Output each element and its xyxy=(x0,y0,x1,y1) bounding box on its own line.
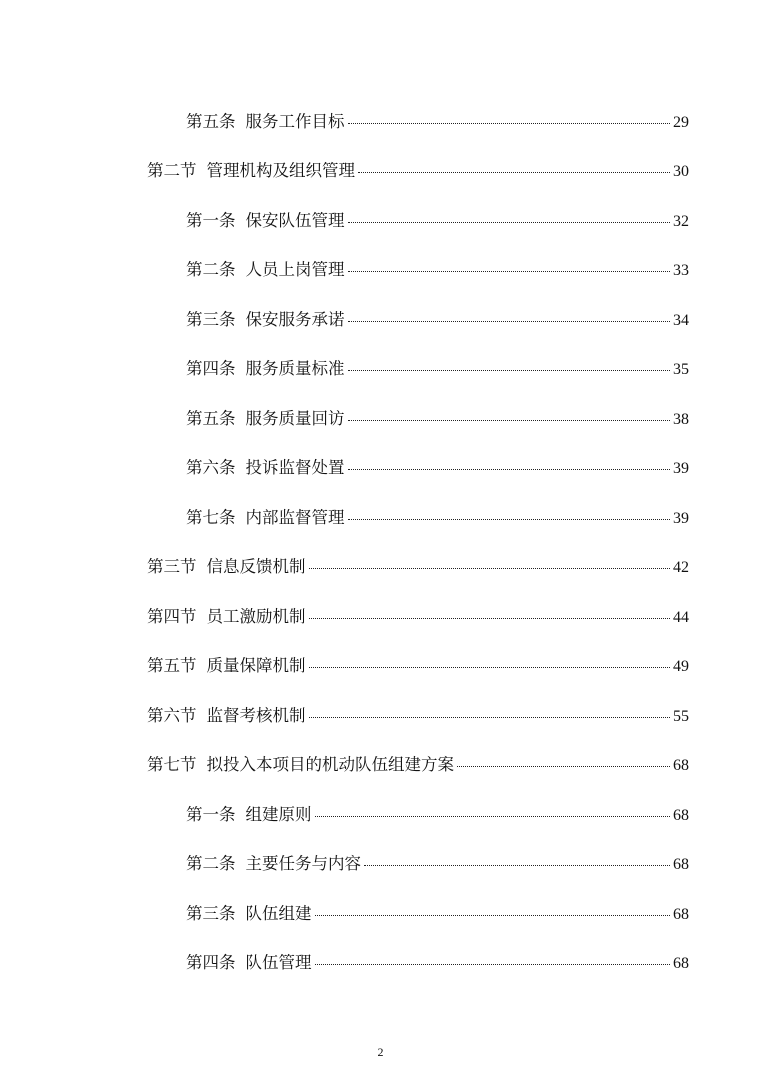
toc-entry-page: 44 xyxy=(673,608,689,626)
toc-entry-page: 39 xyxy=(673,460,689,478)
toc-entry-title: 拟投入本项目的机动队伍组建方案 xyxy=(206,755,454,775)
toc-entry-number: 第六条 xyxy=(186,458,236,478)
toc-entry-page: 29 xyxy=(673,113,689,131)
page-number: 2 xyxy=(377,1045,384,1059)
toc-entry-title: 组建原则 xyxy=(245,804,312,824)
toc-entry-title: 员工激励机制 xyxy=(206,606,306,626)
dot-leader xyxy=(358,172,670,173)
toc-entry-title: 内部监督管理 xyxy=(245,507,345,527)
dot-leader xyxy=(315,816,671,817)
toc-entry-title: 监督考核机制 xyxy=(206,705,306,725)
toc-entry-page: 34 xyxy=(673,311,689,329)
toc-entry-number: 第四条 xyxy=(186,953,236,973)
toc-entry-title: 保安队伍管理 xyxy=(245,210,345,230)
toc-entry-number: 第二条 xyxy=(186,854,236,874)
dot-leader xyxy=(309,618,671,619)
table-of-contents xyxy=(0,95,761,986)
toc-entry[interactable] xyxy=(0,788,761,838)
toc-entry-page: 38 xyxy=(673,410,689,428)
dot-leader xyxy=(364,865,670,866)
toc-entry[interactable] xyxy=(0,838,761,888)
toc-entry-page: 32 xyxy=(673,212,689,230)
toc-entry-page: 33 xyxy=(673,262,689,280)
toc-entry[interactable] xyxy=(0,491,761,541)
toc-entry-page: 68 xyxy=(673,955,689,973)
toc-entry-page: 39 xyxy=(673,509,689,527)
dot-leader xyxy=(348,222,671,223)
dot-leader xyxy=(315,915,671,916)
toc-entry[interactable] xyxy=(0,887,761,937)
toc-entry[interactable] xyxy=(0,145,761,195)
dot-leader xyxy=(309,667,671,668)
toc-entry[interactable] xyxy=(0,937,761,987)
toc-entry-number: 第五条 xyxy=(186,111,236,131)
toc-entry-number: 第七节 xyxy=(147,755,197,775)
toc-entry[interactable] xyxy=(0,689,761,739)
toc-entry[interactable] xyxy=(0,194,761,244)
toc-entry-page: 49 xyxy=(673,658,689,676)
toc-entry-page: 42 xyxy=(673,559,689,577)
toc-entry-title: 队伍管理 xyxy=(245,953,312,973)
toc-entry-page: 68 xyxy=(673,856,689,874)
toc-entry-page: 30 xyxy=(673,163,689,181)
dot-leader xyxy=(309,568,671,569)
toc-entry[interactable] xyxy=(0,442,761,492)
dot-leader xyxy=(348,519,671,520)
toc-entry-number: 第四条 xyxy=(186,359,236,379)
toc-entry-title: 服务质量标准 xyxy=(245,359,345,379)
toc-entry-number: 第一条 xyxy=(186,210,236,230)
toc-entry-number: 第六节 xyxy=(147,705,197,725)
toc-entry-title: 服务质量回访 xyxy=(245,408,345,428)
toc-entry-title: 服务工作目标 xyxy=(245,111,345,131)
dot-leader xyxy=(348,271,671,272)
toc-entry[interactable] xyxy=(0,590,761,640)
toc-entry-title: 管理机构及组织管理 xyxy=(206,161,355,181)
toc-entry-title: 保安服务承诺 xyxy=(245,309,345,329)
toc-entry-title: 主要任务与内容 xyxy=(245,854,361,874)
toc-entry[interactable] xyxy=(0,739,761,789)
toc-entry-title: 投诉监督处置 xyxy=(245,458,345,478)
toc-entry-page: 35 xyxy=(673,361,689,379)
toc-entry-number: 第四节 xyxy=(147,606,197,626)
dot-leader xyxy=(348,321,671,322)
toc-entry-number: 第三条 xyxy=(186,309,236,329)
toc-entry-page: 68 xyxy=(673,757,689,775)
toc-entry-page: 68 xyxy=(673,806,689,824)
toc-entry[interactable] xyxy=(0,343,761,393)
toc-entry-number: 第三节 xyxy=(147,557,197,577)
toc-entry-title: 人员上岗管理 xyxy=(245,260,345,280)
toc-entry-number: 第五条 xyxy=(186,408,236,428)
toc-entry-title: 质量保障机制 xyxy=(206,656,306,676)
toc-entry-number: 第五节 xyxy=(147,656,197,676)
dot-leader xyxy=(348,123,671,124)
dot-leader xyxy=(348,469,671,470)
toc-entry-page: 68 xyxy=(673,905,689,923)
toc-entry[interactable] xyxy=(0,640,761,690)
dot-leader xyxy=(348,370,671,371)
toc-entry[interactable] xyxy=(0,541,761,591)
toc-entry-number: 第一条 xyxy=(186,804,236,824)
toc-entry-title: 队伍组建 xyxy=(245,903,312,923)
dot-leader xyxy=(309,717,671,718)
dot-leader xyxy=(348,420,671,421)
dot-leader xyxy=(457,766,670,767)
toc-entry-number: 第二节 xyxy=(147,161,197,181)
toc-entry-number: 第三条 xyxy=(186,903,236,923)
toc-entry-number: 第二条 xyxy=(186,260,236,280)
toc-entry[interactable] xyxy=(0,95,761,145)
dot-leader xyxy=(315,964,671,965)
toc-entry-title: 信息反馈机制 xyxy=(206,557,306,577)
toc-entry[interactable] xyxy=(0,244,761,294)
toc-entry[interactable] xyxy=(0,293,761,343)
toc-entry-page: 55 xyxy=(673,707,689,725)
toc-entry-number: 第七条 xyxy=(186,507,236,527)
toc-entry[interactable] xyxy=(0,392,761,442)
